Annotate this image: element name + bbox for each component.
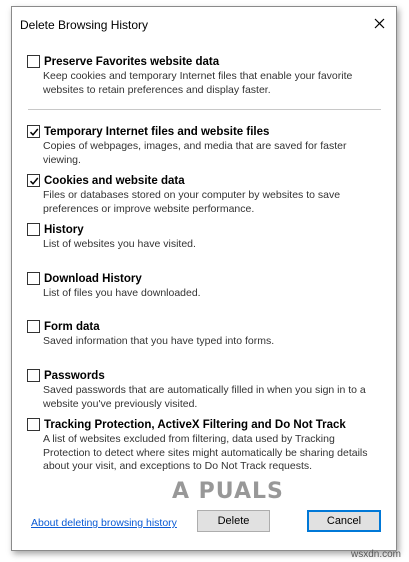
site-credit: wsxdn.com: [350, 549, 401, 560]
preserve-favorites-checkbox[interactable]: [27, 55, 40, 68]
delete-button[interactable]: [197, 510, 270, 532]
option-description: List of websites you have visited.: [43, 238, 196, 250]
close-icon: [374, 16, 385, 34]
checkmark-icon: [29, 127, 39, 137]
delete-browsing-history-dialog: [11, 6, 397, 551]
option-label: Preserve Favorites website data: [44, 55, 220, 68]
option-tracking-protection: [27, 417, 382, 474]
divider: [28, 109, 381, 110]
option-passwords: [27, 368, 382, 411]
option-description: Files or databases stored on your computer by websites to save preferences or improve website performance.: [43, 189, 341, 215]
option-download-history: [27, 271, 382, 301]
option-history: [27, 222, 382, 252]
checkmark-icon: [29, 176, 39, 186]
option-description: List of files you have downloaded.: [43, 287, 201, 299]
option-form-data: [27, 319, 382, 349]
option-temporary-internet-files: [27, 124, 382, 167]
passwords-checkbox[interactable]: [27, 369, 40, 382]
history-checkbox[interactable]: [27, 223, 40, 236]
delete-button-label: Delete: [217, 515, 250, 527]
option-label: History: [44, 223, 84, 236]
option-preserve-favorites: [27, 54, 382, 97]
dialog-title: Delete Browsing History: [20, 18, 149, 32]
option-cookies: [27, 173, 382, 216]
option-description: Keep cookies and temporary Internet files that enable your favorite websites to retain preferences and display faster.: [43, 70, 353, 96]
option-label: Tracking Protection, ActiveX Filtering and Do Not Track: [44, 418, 346, 431]
option-description: A list of websites excluded from filtering, data used by Tracking Protection to detect where sites might automatically be sharing details about your visit, and exceptions to Do Not Track requests.: [43, 433, 368, 472]
cookies-checkbox[interactable]: [27, 174, 40, 187]
option-description: Saved passwords that are automatically filled in when you sign in to a website you've previously visited.: [43, 384, 366, 410]
option-label: Form data: [44, 320, 100, 333]
about-deleting-history-link[interactable]: About deleting browsing history: [31, 517, 177, 529]
tracking-protection-checkbox[interactable]: [27, 418, 40, 431]
watermark-text: A PUALS: [172, 479, 284, 504]
download-history-checkbox[interactable]: [27, 272, 40, 285]
cancel-button[interactable]: [307, 510, 381, 532]
option-label: Cookies and website data: [44, 174, 185, 187]
title-bar: [12, 7, 396, 43]
close-button[interactable]: [368, 14, 390, 36]
option-description: Copies of webpages, images, and media that are saved for faster viewing.: [43, 140, 347, 166]
option-label: Download History: [44, 272, 142, 285]
option-label: Passwords: [44, 369, 105, 382]
cancel-button-label: Cancel: [326, 515, 362, 527]
option-label: Temporary Internet files and website files: [44, 125, 270, 138]
temporary-internet-files-checkbox[interactable]: [27, 125, 40, 138]
appuals-watermark: [172, 479, 284, 504]
option-description: Saved information that you have typed into forms.: [43, 335, 275, 347]
form-data-checkbox[interactable]: [27, 320, 40, 333]
